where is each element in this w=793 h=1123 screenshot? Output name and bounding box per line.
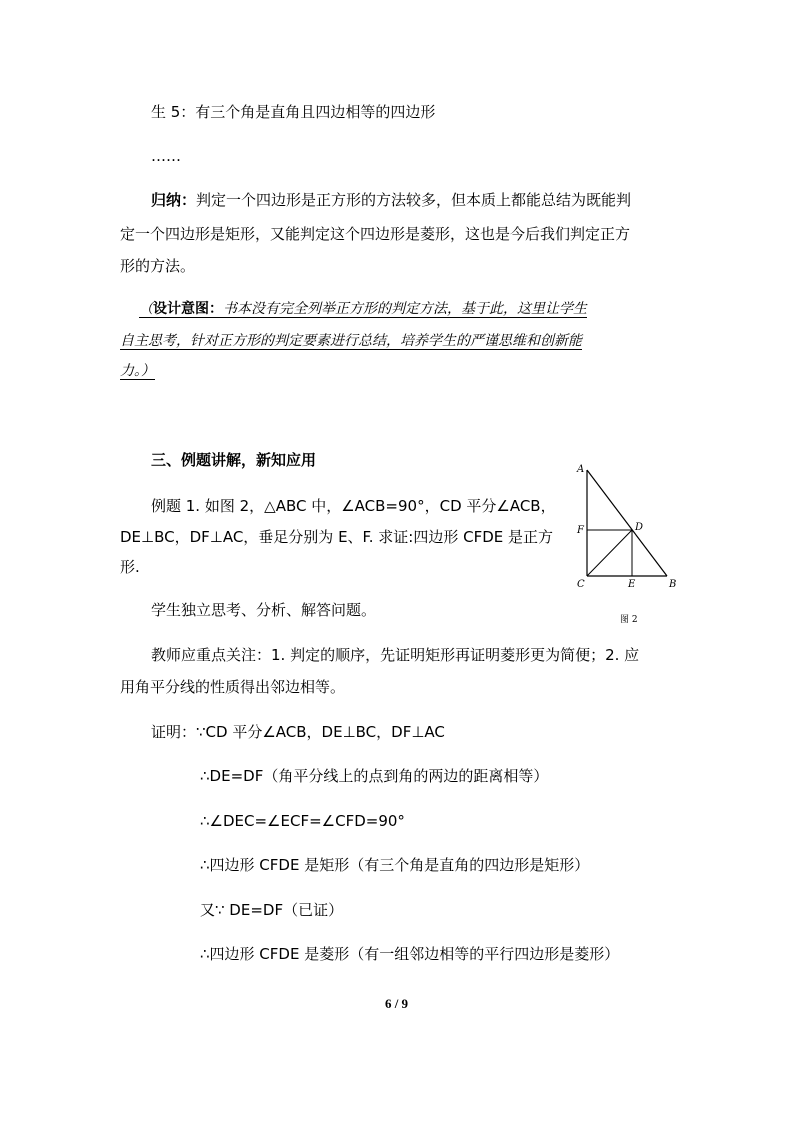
summary-line-2: 定一个四边形是矩形，又能判定这个四边形是菱形，这也是今后我们判定正方 (120, 225, 631, 243)
figure-caption: 图 2 (620, 615, 638, 625)
section-3-title: 三、例题讲解，新知应用 (151, 451, 317, 469)
summary-line-3: 形的方法。 (120, 257, 196, 275)
page-number: 6 / 9 (384, 996, 409, 1011)
proof-line-6: ∴四边形 CFDE 是菱形（有一组邻边相等的平行四边形是菱形） (200, 945, 620, 963)
example-line-2: DE⊥BC，DF⊥AC，垂足分别为 E、F. 求证:四边形 CFDE 是正方 (120, 528, 554, 546)
label-D: D (635, 522, 644, 533)
figure-2-triangle (572, 460, 682, 629)
student-task: 学生独立思考、分析、解答问题。 (151, 601, 377, 619)
proof-line-4: ∴四边形 CFDE 是矩形（有三个角是直角的四边形是矩形） (200, 856, 590, 874)
proof-line-1: 证明：∵CD 平分∠ACB，DE⊥BC，DF⊥AC (151, 723, 445, 741)
summary-line-1: 判定一个四边形是正方形的方法较多，但本质上都能总结为既能判 (196, 191, 632, 209)
summary-label: 归纳： (151, 191, 197, 209)
label-A: A (577, 464, 585, 475)
teacher-focus-line-1: 教师应重点关注：1. 判定的顺序，先证明矩形再证明菱形更为简便；2. 应 (151, 646, 640, 664)
proof-line-3: ∴∠DEC=∠ECF=∠CFD=90° (200, 812, 405, 830)
design-intent-line-2: 自主思考，针对正方形的判定要素进行总结，培养学生的严谨思维和创新能 (120, 333, 582, 349)
design-intent-open-paren: （ (139, 301, 153, 317)
proof-line-5: 又∵ DE=DF（已证） (200, 901, 344, 919)
example-line-3: 形. (120, 558, 140, 576)
label-B: B (669, 579, 677, 590)
example-line-1: 例题 1. 如图 2，△ABC 中，∠ACB=90°，CD 平分∠ACB， (151, 497, 556, 515)
label-C: C (577, 579, 585, 590)
design-intent-line-3: 力。） (120, 363, 155, 379)
proof-line-2: ∴DE=DF（角平分线上的点到角的两边的距离相等） (200, 767, 549, 785)
ellipsis: …… (151, 147, 181, 165)
design-intent-line-1: 书本没有完全列举正方形的判定方法，基于此，这里让学生 (223, 301, 587, 317)
segment-AB (587, 470, 667, 576)
student-5-answer: 生 5：有三个角是直角且四边相等的四边形 (151, 103, 436, 121)
label-F: F (577, 525, 584, 536)
design-intent-label: 设计意图： (153, 301, 223, 317)
triangle-diagram (572, 460, 682, 625)
segment-CD (587, 530, 632, 576)
label-E: E (628, 579, 636, 590)
teacher-focus-line-2: 用角平分线的性质得出邻边相等。 (120, 678, 346, 696)
